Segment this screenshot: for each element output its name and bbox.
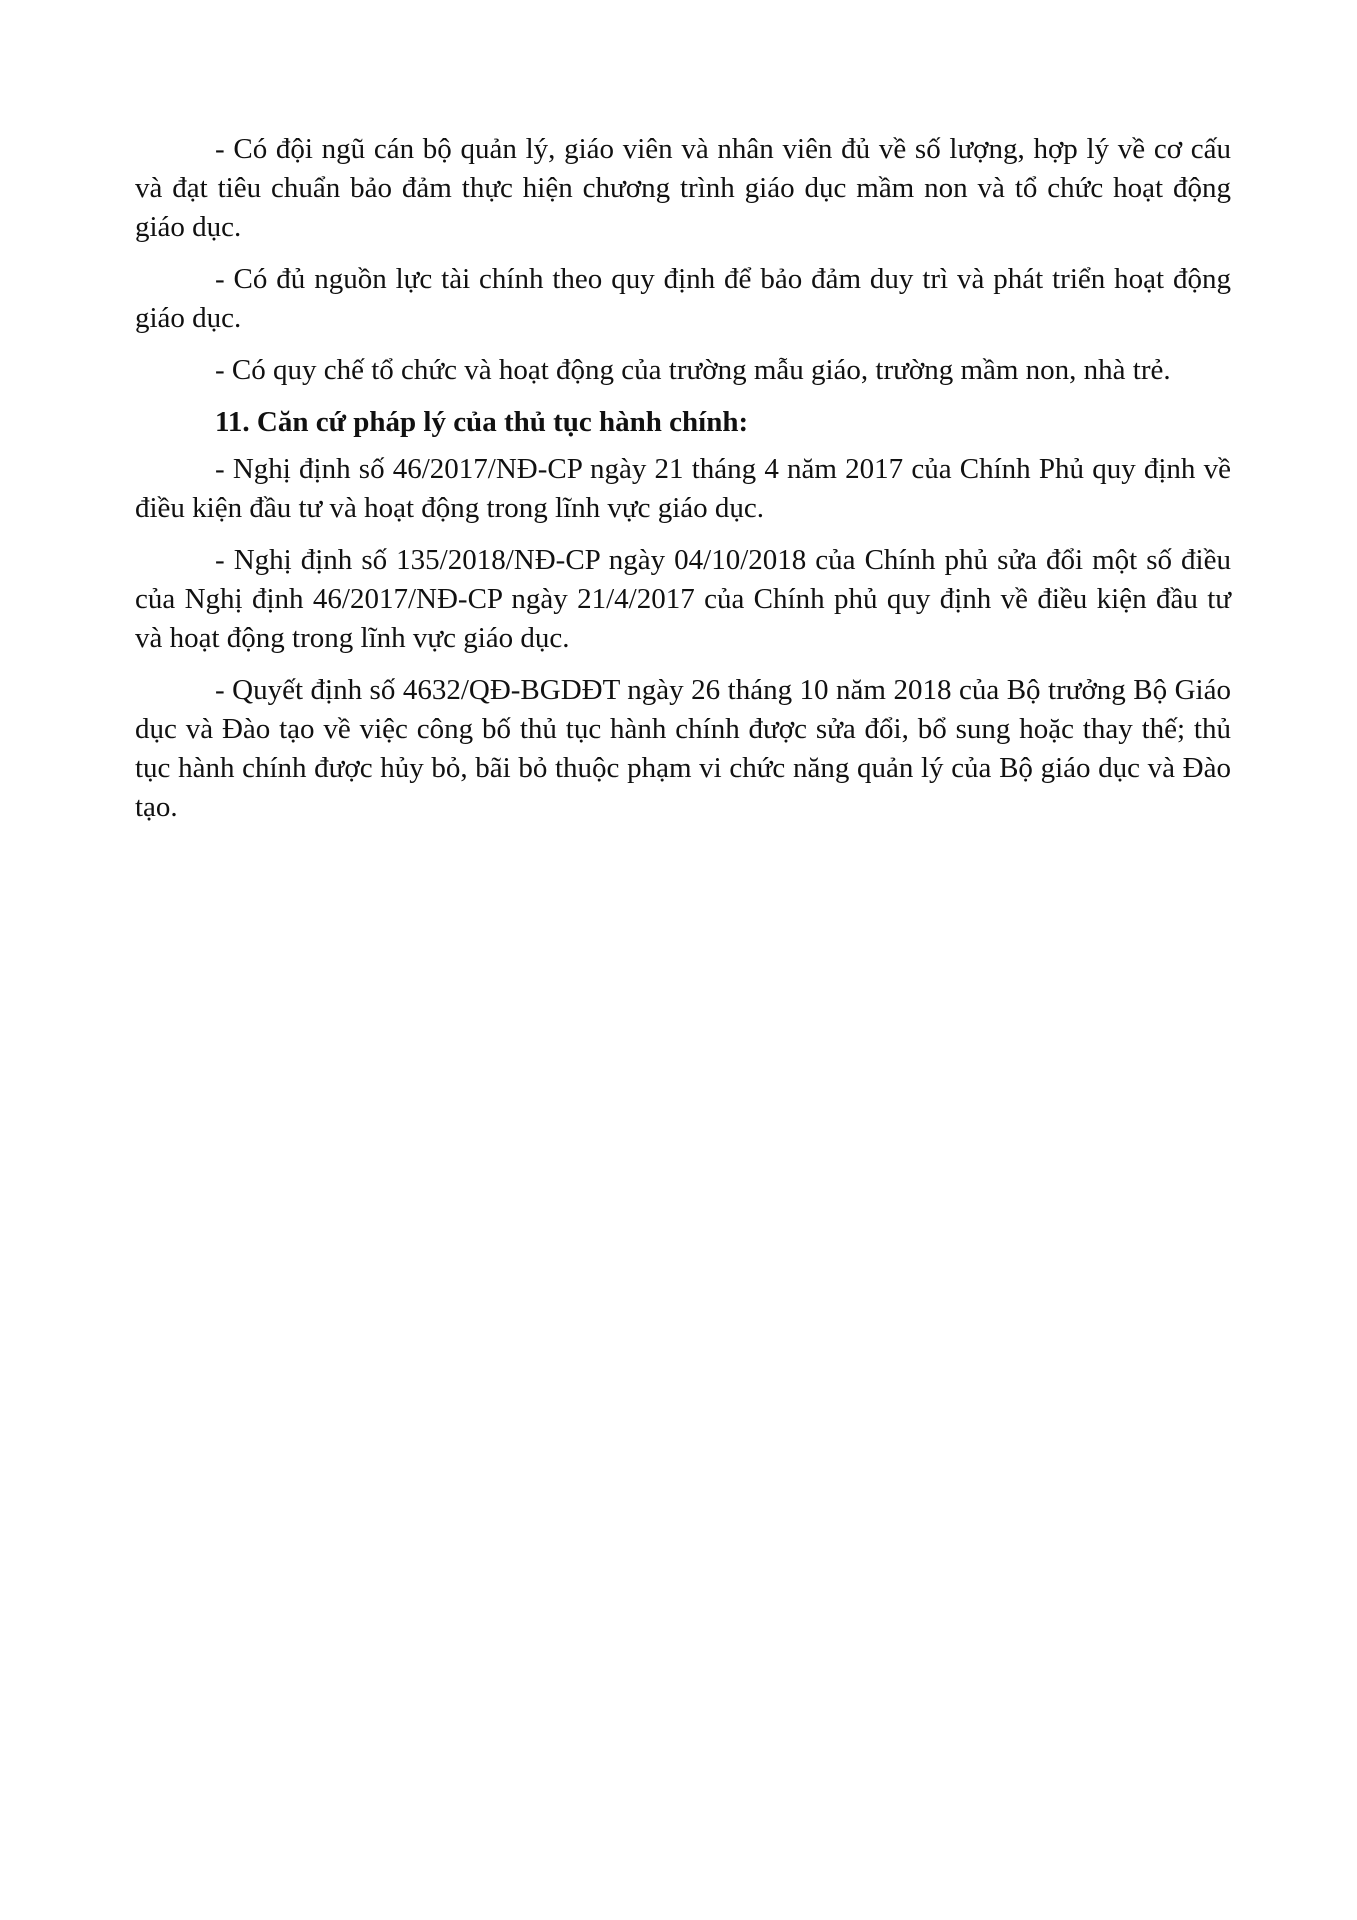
paragraph-decree-135: - Nghị định số 135/2018/NĐ-CP ngày 04/10/2018 của Chính phủ sửa đổi một số điều của Nghị định 46/2017/NĐ-CP ngày 21/4/2017 của Chính phủ quy định về điều kiện đầu tư và hoạt động trong lĩnh vực giáo dục. (135, 544, 1231, 654)
paragraph-financial-requirement: - Có đủ nguồn lực tài chính theo quy định để bảo đảm duy trì và phát triển hoạt động giáo dục. (135, 263, 1231, 334)
document-body (135, 130, 1231, 840)
section-heading-legal-basis: 11. Căn cứ pháp lý của thủ tục hành chính: (215, 406, 749, 438)
paragraph-decision-4632: - Quyết định số 4632/QĐ-BGDĐT ngày 26 tháng 10 năm 2018 của Bộ trưởng Bộ Giáo dục và Đào tạo về việc công bố thủ tục hành chính được sửa đổi, bổ sung hoặc thay thế; thủ tục hành chính được hủy bỏ, bãi bỏ thuộc phạm vi chức năng quản lý của Bộ giáo dục và Đào tạo. (135, 674, 1231, 823)
paragraph-regulation-requirement: - Có quy chế tổ chức và hoạt động của trường mẫu giáo, trường mầm non, nhà trẻ. (215, 354, 1171, 386)
paragraph-decree-46: - Nghị định số 46/2017/NĐ-CP ngày 21 tháng 4 năm 2017 của Chính Phủ quy định về điều kiện đầu tư và hoạt động trong lĩnh vực giáo dục. (135, 453, 1231, 524)
paragraph-staffing-requirement: - Có đội ngũ cán bộ quản lý, giáo viên và nhân viên đủ về số lượng, hợp lý về cơ cấu và đạt tiêu chuẩn bảo đảm thực hiện chương trình giáo dục mầm non và tổ chức hoạt động giáo dục. (135, 133, 1231, 243)
